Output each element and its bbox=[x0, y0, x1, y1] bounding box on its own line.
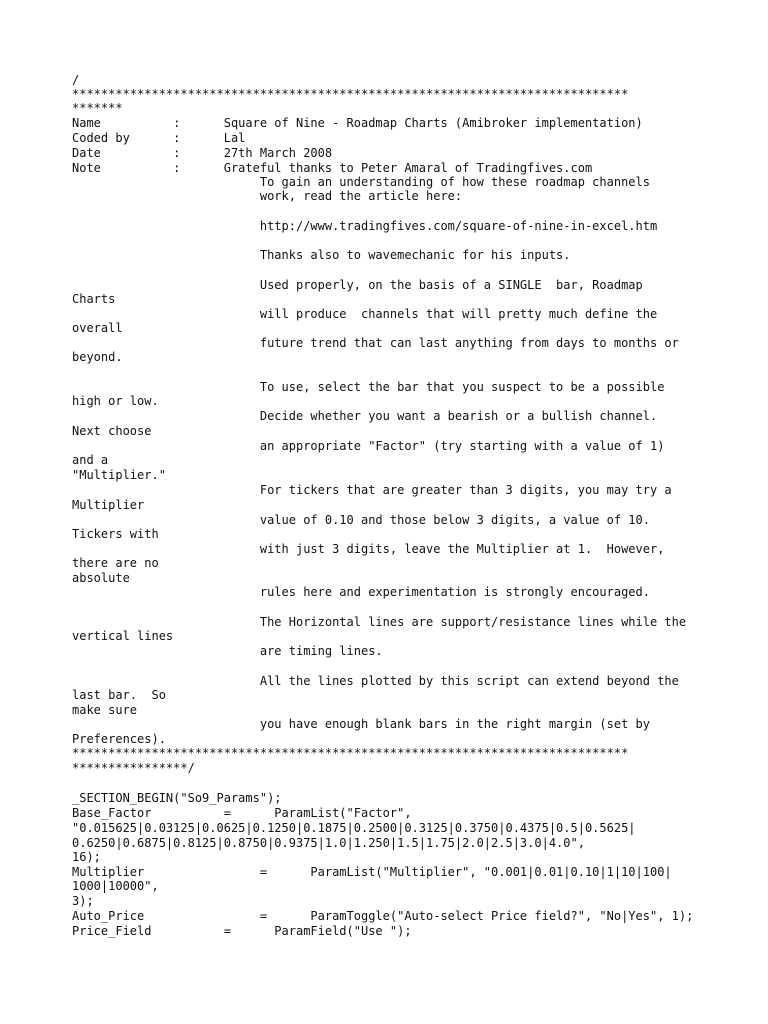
code-line: ******* bbox=[72, 101, 123, 115]
code-line: "Multiplier." bbox=[72, 468, 166, 482]
code-line: Multiplier = ParamList("Multiplier", "0.001|0.01|0.10|1|10|100| bbox=[72, 865, 672, 879]
code-line: ***************************************************************************** bbox=[72, 746, 629, 760]
code-line: make sure bbox=[72, 703, 138, 717]
code-line: overall bbox=[72, 321, 123, 335]
code-line: future trend that can last anything from days to months or bbox=[72, 336, 679, 350]
code-line: To gain an understanding of how these roadmap channels bbox=[72, 175, 650, 189]
code-line: are timing lines. bbox=[72, 644, 383, 658]
code-line: The Horizontal lines are support/resistance lines while the bbox=[72, 615, 687, 629]
code-line: beyond. bbox=[72, 350, 123, 364]
code-line: ***************************************************************************** bbox=[72, 87, 629, 101]
code-line: To use, select the bar that you suspect to be a possible bbox=[72, 380, 665, 394]
code-line: Price_Field = ParamField("Use "); bbox=[72, 924, 412, 938]
code-line: For tickers that are greater than 3 digits, you may try a bbox=[72, 483, 672, 497]
code-line: Next choose bbox=[72, 424, 152, 438]
code-line: Thanks also to wavemechanic for his inputs. bbox=[72, 248, 571, 262]
code-line: absolute bbox=[72, 571, 130, 585]
code-line: work, read the article here: bbox=[72, 189, 463, 203]
code-line: you have enough blank bars in the right margin (set by bbox=[72, 717, 650, 731]
code-line: rules here and experimentation is strongly encouraged. bbox=[72, 585, 650, 599]
code-line: / bbox=[72, 73, 80, 87]
code-line: Preferences). bbox=[72, 732, 166, 746]
code-line: 1000|10000", bbox=[72, 879, 159, 893]
code-line: Name : Square of Nine - Roadmap Charts (Amibroker implementation) bbox=[72, 116, 643, 130]
code-line: value of 0.10 and those below 3 digits, a value of 10. bbox=[72, 513, 650, 527]
code-line: "0.015625|0.03125|0.0625|0.1250|0.1875|0.2500|0.3125|0.3750|0.4375|0.5|0.5625| bbox=[72, 821, 636, 835]
code-line: will produce channels that will pretty much define the bbox=[72, 307, 658, 321]
code-line: high or low. bbox=[72, 394, 159, 408]
code-line: and a bbox=[72, 453, 109, 467]
code-line: http://www.tradingfives.com/square-of-nine-in-excel.htm bbox=[72, 219, 658, 233]
code-line: Decide whether you want a bearish or a bullish channel. bbox=[72, 409, 658, 423]
code-line: there are no bbox=[72, 556, 159, 570]
code-line: 16); bbox=[72, 850, 101, 864]
code-line: an appropriate "Factor" (try starting with a value of 1) bbox=[72, 439, 665, 453]
code-line: with just 3 digits, leave the Multiplier at 1. However, bbox=[72, 542, 665, 556]
code-line: Tickers with bbox=[72, 527, 159, 541]
code-line: Note : Grateful thanks to Peter Amaral of Tradingfives.com bbox=[72, 161, 593, 175]
code-line: last bar. So bbox=[72, 688, 166, 702]
code-line: Charts bbox=[72, 292, 116, 306]
code-line: Date : 27th March 2008 bbox=[72, 146, 333, 160]
code-line: All the lines plotted by this script can extend beyond the bbox=[72, 674, 679, 688]
code-line: Multiplier bbox=[72, 498, 145, 512]
code-line: 3); bbox=[72, 894, 94, 908]
code-line: _SECTION_BEGIN("So9_Params"); bbox=[72, 791, 282, 805]
code-line: 0.6250|0.6875|0.8125|0.8750|0.9375|1.0|1.250|1.5|1.75|2.0|2.5|3.0|4.0", bbox=[72, 836, 585, 850]
code-line: Auto_Price = ParamToggle("Auto-select Price field?", "No|Yes", 1); bbox=[72, 909, 694, 923]
code-line: ****************/ bbox=[72, 761, 195, 775]
code-line: vertical lines bbox=[72, 629, 174, 643]
code-line: Coded by : Lal bbox=[72, 131, 246, 145]
code-line: Base_Factor = ParamList("Factor", bbox=[72, 806, 412, 820]
code-line: Used properly, on the basis of a SINGLE bar, Roadmap bbox=[72, 278, 643, 292]
